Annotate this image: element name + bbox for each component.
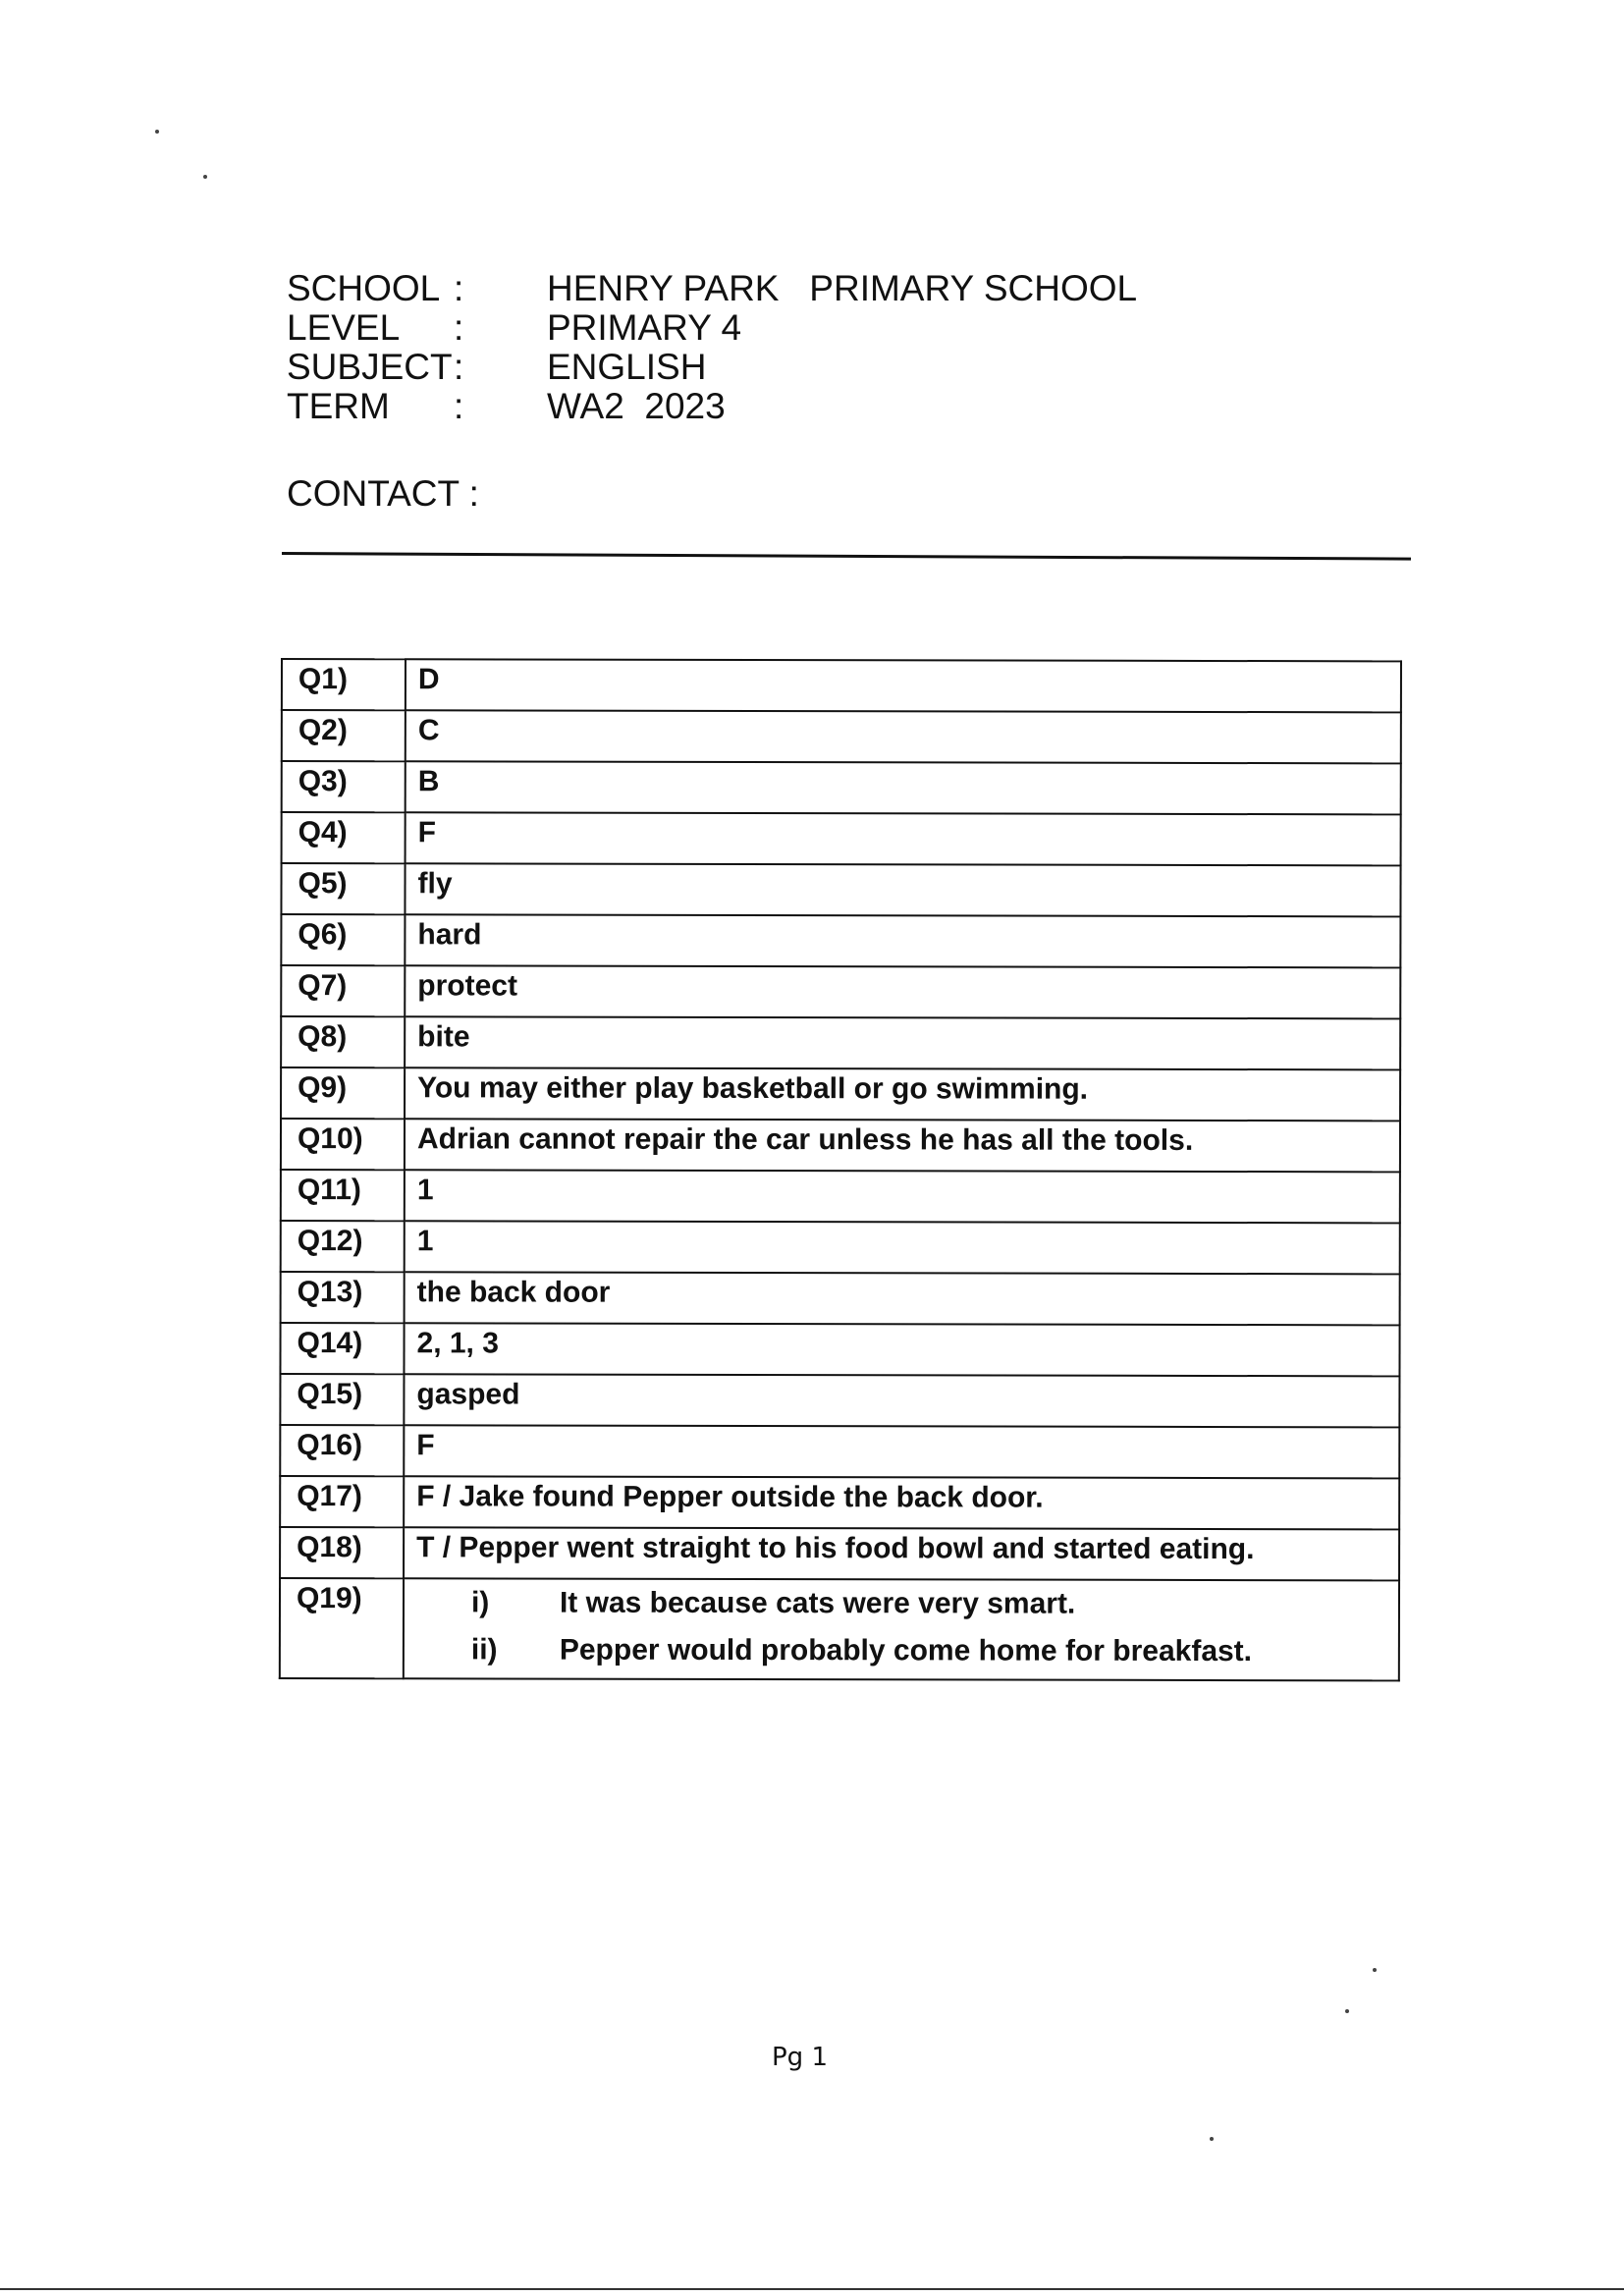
scan-speck [1345, 2009, 1349, 2013]
header-value: HENRY PARK PRIMARY SCHOOL [547, 268, 1138, 308]
question-number: Q19) [280, 1578, 404, 1678]
header-value: ENGLISH [547, 347, 707, 387]
header-colon: : [454, 347, 464, 387]
sub-answer-text: It was because cats were very smart. [559, 1586, 1076, 1620]
table-row [281, 1119, 1400, 1172]
question-number: Q13) [281, 1272, 405, 1323]
answer-cell: hard [405, 914, 1400, 967]
question-number: Q16) [280, 1425, 404, 1476]
header-colon: : [454, 307, 464, 348]
sub-answer-number: ii) [470, 1633, 498, 1667]
answer-table [279, 658, 1402, 1681]
table-row [281, 1272, 1400, 1325]
question-number: Q2) [282, 710, 406, 761]
answer-cell [404, 1578, 1399, 1680]
question-number: Q4) [282, 812, 406, 863]
question-number: Q3) [282, 761, 406, 812]
scan-speck [1373, 1968, 1377, 1972]
sub-answer [416, 1579, 1398, 1628]
answer-cell: the back door [405, 1272, 1400, 1325]
table-row [281, 965, 1400, 1018]
answer-cell: You may either play basketball or go swimming. [405, 1067, 1400, 1121]
bottom-divider [0, 2288, 1624, 2290]
question-number: Q6) [281, 914, 405, 965]
table-row [281, 1221, 1400, 1274]
header-colon: : [454, 268, 464, 308]
table-row [281, 1067, 1400, 1121]
header-row-school [287, 269, 1137, 308]
answer-cell: 1 [405, 1221, 1400, 1274]
table-row [280, 1578, 1399, 1680]
table-row [281, 863, 1400, 916]
question-number: Q17) [280, 1476, 404, 1527]
scan-speck [155, 130, 159, 134]
question-number: Q5) [281, 863, 405, 914]
answer-cell: D [406, 659, 1401, 712]
table-row [282, 812, 1401, 865]
header-value: WA2 2023 [547, 386, 726, 426]
question-number: Q9) [281, 1067, 405, 1119]
header-label: TERM [287, 386, 390, 426]
table-row [280, 1323, 1399, 1376]
contact-label: CONTACT : [287, 473, 479, 514]
header-row-level [287, 308, 1137, 348]
header-colon: : [454, 386, 464, 426]
answer-cell: F [406, 812, 1401, 865]
table-row [281, 1170, 1400, 1223]
table-row [280, 1374, 1399, 1427]
table-row [281, 914, 1400, 967]
question-number: Q15) [280, 1374, 404, 1425]
header-value: PRIMARY 4 [547, 307, 742, 348]
answer-cell: protect [405, 965, 1400, 1018]
scan-speck [1210, 2137, 1214, 2141]
table-row [280, 1425, 1399, 1478]
document-header [287, 269, 1137, 426]
question-number: Q7) [281, 965, 405, 1016]
answer-cell: bite [405, 1016, 1400, 1069]
question-number: Q11) [281, 1170, 405, 1221]
sub-answer-text: Pepper would probably come home for breakfast. [559, 1633, 1253, 1668]
table-row [282, 710, 1401, 763]
header-divider [282, 552, 1411, 561]
header-row-term [287, 387, 1137, 426]
answer-cell: Adrian cannot repair the car unless he has all the tools. [405, 1119, 1400, 1172]
answer-cell: B [406, 761, 1401, 814]
table-row [280, 1527, 1399, 1580]
answer-cell: fly [405, 863, 1400, 916]
answer-cell: 2, 1, 3 [404, 1323, 1399, 1376]
table-row [282, 761, 1401, 814]
answer-cell: T / Pepper went straight to his food bowl and started eating. [404, 1527, 1399, 1580]
table-row [280, 1476, 1399, 1529]
answer-cell: 1 [405, 1170, 1400, 1223]
sub-answer [416, 1626, 1398, 1675]
question-number: Q18) [280, 1527, 404, 1578]
answer-cell: F / Jake found Pepper outside the back door. [404, 1476, 1399, 1529]
header-label: SUBJECT [287, 347, 453, 387]
scan-speck [203, 175, 207, 179]
question-number: Q12) [281, 1221, 405, 1272]
header-row-subject [287, 348, 1137, 387]
answer-cell: gasped [404, 1374, 1399, 1427]
question-number: Q10) [281, 1119, 405, 1170]
header-label: SCHOOL [287, 268, 441, 308]
table-row [281, 1016, 1400, 1069]
answer-cell: C [406, 710, 1401, 763]
table-row [282, 659, 1401, 712]
answer-cell: F [404, 1425, 1399, 1478]
sub-answer-number: i) [470, 1586, 490, 1619]
page-number: Pg 1 [772, 2043, 828, 2072]
question-number: Q1) [282, 659, 406, 710]
header-label: LEVEL [287, 307, 401, 348]
question-number: Q8) [281, 1016, 405, 1067]
question-number: Q14) [280, 1323, 404, 1374]
